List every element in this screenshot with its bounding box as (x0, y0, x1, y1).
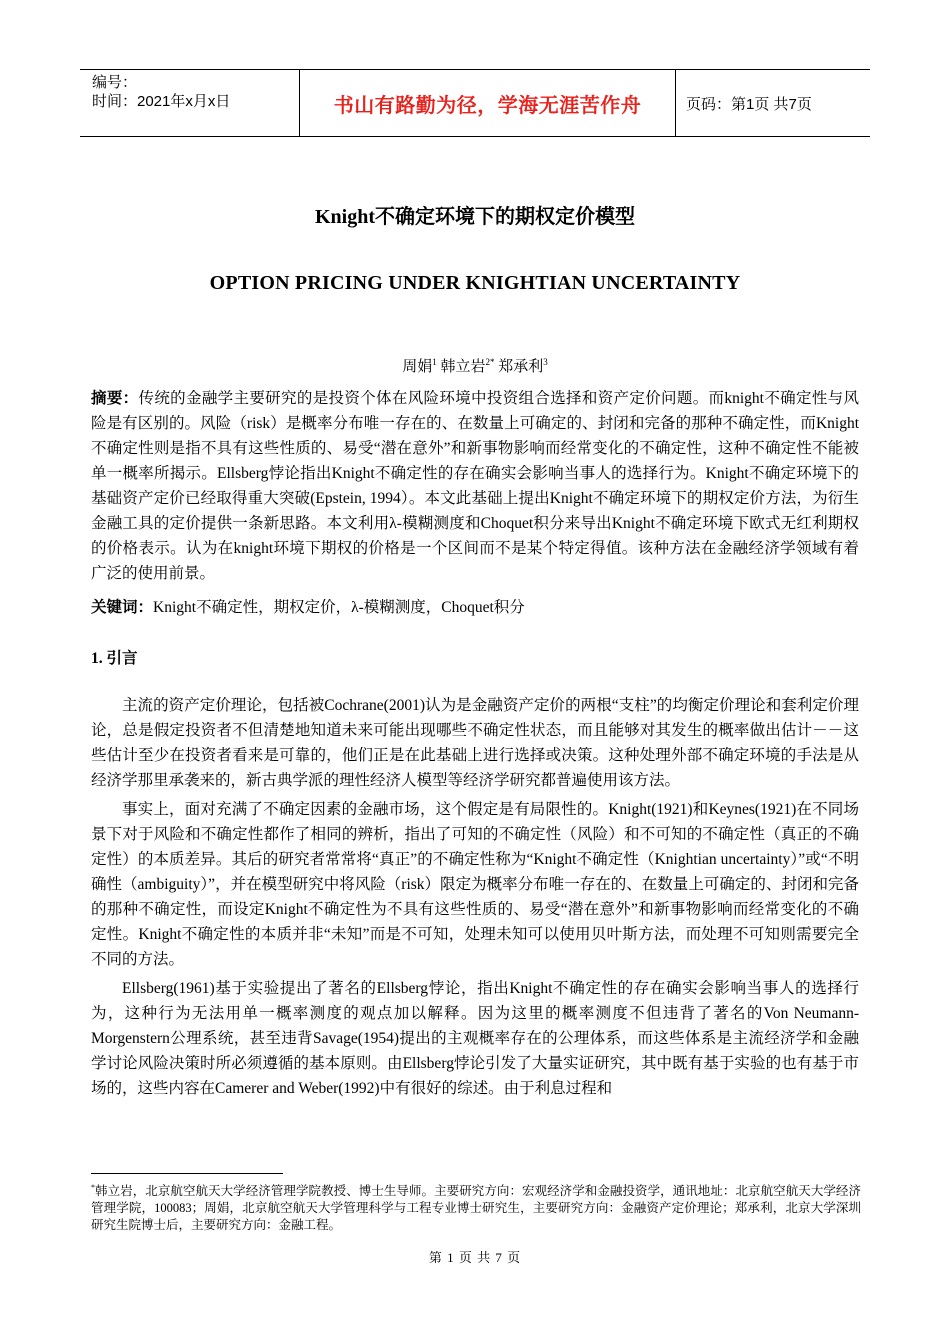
footnote-divider (91, 1173, 283, 1174)
section-heading: 1. 引言 (91, 650, 138, 667)
title-english: OPTION PRICING UNDER KNIGHTIAN UNCERTAINTY (209, 272, 741, 294)
header-motto: 书山有路勤为径，学海无涯苦作舟 (333, 92, 642, 117)
author-line (0, 355, 950, 376)
page-footer: 第 1 页 共 7 页 (428, 1250, 522, 1265)
section-body (91, 693, 859, 1105)
keywords (91, 595, 859, 620)
header-meta (80, 70, 300, 136)
title-chinese: Knight不确定环境下的期权定价模型 (314, 206, 636, 228)
document-header (80, 69, 870, 137)
author-2-affil: 2* (485, 357, 495, 367)
number-label: 编号： (92, 74, 138, 91)
keywords-text: Knight不确定性，期权定价，λ-模糊测度，Choquet积分 (153, 599, 525, 616)
footnote (91, 1179, 861, 1234)
header-motto-cell (300, 70, 676, 136)
author-1-affil: 1 (432, 357, 437, 367)
author-1: 周娟 (402, 359, 433, 375)
author-3-affil: 3 (543, 357, 548, 367)
paragraph: 事实上，面对充满了不确定因素的金融市场，这个假定是有局限性的。Knight(1921)和Keynes(1921)在不同场景下对于风险和不确定性都作了相同的辨析，指出了可知的不确定性（风险）和不可知的不确定性（真正的不确定性）的本质差异。其后的研究者常常将“真正”的不确定性称为“Knight不确定性（Knightian uncertainty）”或“不明确性（ambiguity）”，并在模型研究中将风险（risk）限定为概率分布唯一存在的、在数量上可确定的、封闭和完备的那种不确定性，而设定Knight不确定性为不具有这些性质的、易受“潜在意外”和新事物影响而经常变化的不确定性。Knight不确定性的本质并非“未知”而是不可知，处理未知可以使用贝叶斯方法，而处理不可知则需要完全不同的方法。 (91, 801, 859, 968)
time-label: 时间：2021年x月x日 (92, 93, 231, 110)
paragraph: 主流的资产定价理论，包括被Cochrane(2001)认为是金融资产定价的两根“支柱”的均衡定价理论和套利定价理论，总是假定投资者不但清楚地知道未来可能出现哪些不确定性状态，而且能够对其发生的概率做出估计－－这些估计至少在投资者看来是可靠的，他们正是在此基础上进行选择或决策。这种处理外部不确定环境的手法是从经济学那里承袭来的，新古典学派的理性经济人模型等经济学研究都普遍使用该方法。 (91, 697, 859, 789)
abstract-text: 传统的金融学主要研究的是投资个体在风险环境中投资组合选择和资产定价问题。而knight不确定性与风险是有区别的。风险（risk）是概率分布唯一存在的、在数量上可确定的、封闭和完备的那种不确定性，而Knight不确定性则是指不具有这些性质的、易受“潜在意外”和新事物影响而经常变化的不确定性，这种不确定性不能被单一概率所揭示。Ellsberg悖论指出Knight不确定性的存在确实会影响当事人的选择行为。Knight不确定环境下的基础资产定价已经取得重大突破(Epstein, 1994）。本文此基础上提出Knight不确定环境下的期权定价方法，为衍生金融工具的定价提供一条新思路。本文利用λ-模糊测度和Choquet积分来导出Knight不确定环境下欧式无红利期权的价格表示。认为在knight环境下期权的价格是一个区间而不是某个特定得值。该种方法在金融经济学领域有着广泛的使用前景。 (91, 390, 859, 582)
author-3: 郑承利 (498, 359, 544, 375)
keywords-label: 关键词： (91, 599, 154, 616)
footnote-marker: * (91, 1183, 95, 1192)
footnote-text: 韩立岩，北京航空航天大学经济管理学院教授、博士生导师。主要研究方向：宏观经济学和金融投资学，通讯地址：北京航空航天大学经济管理学院，100083；周娟，北京航空航天大学管理科学与工程专业博士研究生，主要研究方向：金融资产定价理论；郑承利，北京大学深圳研究生院博士后，主要研究方向：金融工程。 (91, 1184, 861, 1233)
paragraph: Ellsberg(1961)基于实验提出了著名的Ellsberg悖论，指出Knight不确定性的存在确实会影响当事人的选择行为，这种行为无法用单一概率测度的观点加以解释。因为这里的概率测度不但违背了著名的Von Neumann-Morgenstern公理系统，甚至违背Savage(1954)提出的主观概率存在的公理体系，而这些体系是主流经济学和金融学讨论风险决策时所必须遵循的基本原则。由Ellsberg悖论引发了大量实证研究，其中既有基于实验的也有基于市场的，这些内容在Camerer and Weber(1992)中有很好的综述。由于利息过程和 (91, 980, 859, 1097)
author-2: 韩立岩 (440, 359, 486, 375)
header-page-info: 页码：第1页 共7页 (686, 95, 812, 113)
abstract (91, 386, 859, 586)
abstract-label: 摘要： (91, 390, 139, 407)
